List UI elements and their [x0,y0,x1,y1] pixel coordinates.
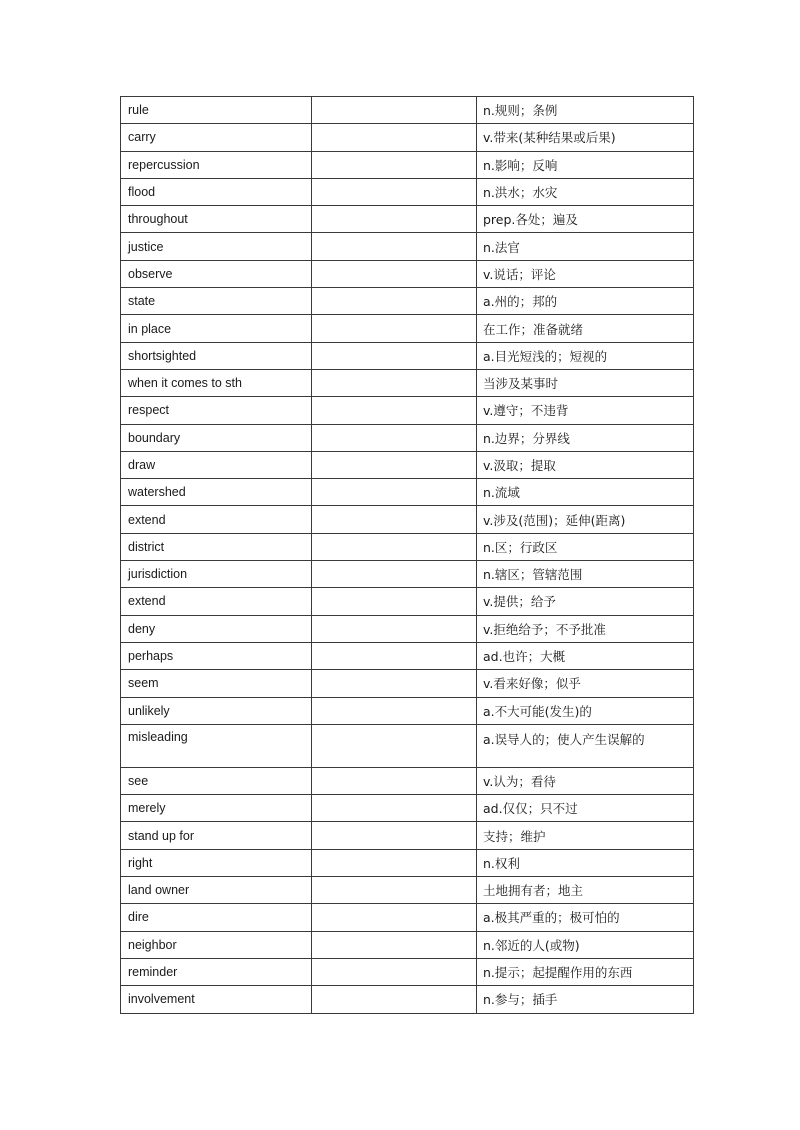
blank-answer-cell [312,479,477,506]
blank-answer-cell [312,795,477,822]
blank-answer-cell [312,151,477,178]
table-row [121,795,694,822]
meaning-cell: 当涉及某事时 [477,369,694,396]
meaning-cell: v.涉及(范围)；延伸(距离) [477,506,694,533]
meaning-cell: v.说话；评论 [477,260,694,287]
table-row [121,877,694,904]
blank-answer-cell [312,506,477,533]
meaning-cell: a.误导人的；使人产生误解的 [477,724,694,767]
table-row [121,615,694,642]
blank-answer-cell [312,588,477,615]
blank-answer-cell [312,849,477,876]
blank-answer-cell [312,315,477,342]
blank-answer-cell [312,233,477,260]
word-cell: district [121,533,312,560]
blank-answer-cell [312,904,477,931]
table-row [121,697,694,724]
word-cell: respect [121,397,312,424]
table-row [121,670,694,697]
blank-answer-cell [312,397,477,424]
word-cell: throughout [121,206,312,233]
meaning-cell: 在工作；准备就绪 [477,315,694,342]
meaning-cell: a.目光短浅的；短视的 [477,342,694,369]
meaning-cell: v.汲取；提取 [477,451,694,478]
blank-answer-cell [312,533,477,560]
blank-answer-cell [312,767,477,794]
blank-answer-cell [312,670,477,697]
blank-answer-cell [312,561,477,588]
word-cell: land owner [121,877,312,904]
blank-answer-cell [312,877,477,904]
word-cell: state [121,288,312,315]
word-cell: draw [121,451,312,478]
table-row [121,588,694,615]
word-cell: right [121,849,312,876]
blank-answer-cell [312,424,477,451]
table-row [121,931,694,958]
word-cell: when it comes to sth [121,369,312,396]
meaning-cell: prep.各处；遍及 [477,206,694,233]
meaning-cell: n.提示；起提醒作用的东西 [477,958,694,985]
table-row [121,397,694,424]
word-cell: boundary [121,424,312,451]
word-cell: shortsighted [121,342,312,369]
meaning-cell: 支持；维护 [477,822,694,849]
blank-answer-cell [312,724,477,767]
blank-answer-cell [312,986,477,1013]
table-row [121,904,694,931]
word-cell: involvement [121,986,312,1013]
word-cell: extend [121,506,312,533]
word-cell: reminder [121,958,312,985]
meaning-cell: n.邻近的人(或物) [477,931,694,958]
table-row [121,151,694,178]
meaning-cell: v.带来(某种结果或后果) [477,124,694,151]
table-row [121,315,694,342]
meaning-cell: a.不大可能(发生)的 [477,697,694,724]
table-row [121,642,694,669]
table-row [121,506,694,533]
word-cell: merely [121,795,312,822]
word-cell: extend [121,588,312,615]
table-row [121,958,694,985]
word-cell: carry [121,124,312,151]
meaning-cell: a.极其严重的；极可怕的 [477,904,694,931]
blank-answer-cell [312,642,477,669]
table-row [121,451,694,478]
word-cell: seem [121,670,312,697]
blank-answer-cell [312,615,477,642]
table-row [121,561,694,588]
meaning-cell: n.参与；插手 [477,986,694,1013]
table-row [121,260,694,287]
word-cell: perhaps [121,642,312,669]
word-cell: justice [121,233,312,260]
meaning-cell: 土地拥有者；地主 [477,877,694,904]
word-cell: watershed [121,479,312,506]
word-cell: stand up for [121,822,312,849]
meaning-cell: n.洪水；水灾 [477,178,694,205]
blank-answer-cell [312,206,477,233]
meaning-cell: v.遵守；不违背 [477,397,694,424]
blank-answer-cell [312,958,477,985]
table-row [121,849,694,876]
word-cell: jurisdiction [121,561,312,588]
table-row [121,342,694,369]
table-row [121,479,694,506]
blank-answer-cell [312,342,477,369]
word-cell: deny [121,615,312,642]
word-cell: repercussion [121,151,312,178]
word-cell: neighbor [121,931,312,958]
table-row [121,206,694,233]
table-row [121,767,694,794]
word-cell: flood [121,178,312,205]
meaning-cell: n.法官 [477,233,694,260]
table-row [121,233,694,260]
blank-answer-cell [312,697,477,724]
word-cell: rule [121,97,312,124]
blank-answer-cell [312,369,477,396]
table-row [121,124,694,151]
table-row [121,97,694,124]
blank-answer-cell [312,260,477,287]
table-row [121,178,694,205]
word-cell: dire [121,904,312,931]
word-cell: in place [121,315,312,342]
blank-answer-cell [312,178,477,205]
table-row [121,822,694,849]
meaning-cell: v.看来好像；似乎 [477,670,694,697]
blank-answer-cell [312,124,477,151]
word-cell: unlikely [121,697,312,724]
meaning-cell: n.规则；条例 [477,97,694,124]
meaning-cell: v.拒绝给予；不予批准 [477,615,694,642]
blank-answer-cell [312,97,477,124]
meaning-cell: n.影响；反响 [477,151,694,178]
meaning-cell: n.流域 [477,479,694,506]
meaning-cell: n.边界；分界线 [477,424,694,451]
meaning-cell: ad.也许；大概 [477,642,694,669]
word-cell: observe [121,260,312,287]
word-cell: see [121,767,312,794]
table-row [121,724,694,767]
blank-answer-cell [312,451,477,478]
table-row [121,986,694,1013]
blank-answer-cell [312,931,477,958]
meaning-cell: n.辖区；管辖范围 [477,561,694,588]
meaning-cell: n.权利 [477,849,694,876]
meaning-cell: a.州的；邦的 [477,288,694,315]
meaning-cell: v.认为；看待 [477,767,694,794]
meaning-cell: n.区；行政区 [477,533,694,560]
blank-answer-cell [312,288,477,315]
blank-answer-cell [312,822,477,849]
table-row [121,369,694,396]
meaning-cell: ad.仅仅；只不过 [477,795,694,822]
word-cell: misleading [121,724,312,767]
table-row [121,533,694,560]
vocabulary-table [120,96,694,1014]
table-row [121,424,694,451]
table-row [121,288,694,315]
vocabulary-table-body [121,97,694,1014]
meaning-cell: v.提供；给予 [477,588,694,615]
